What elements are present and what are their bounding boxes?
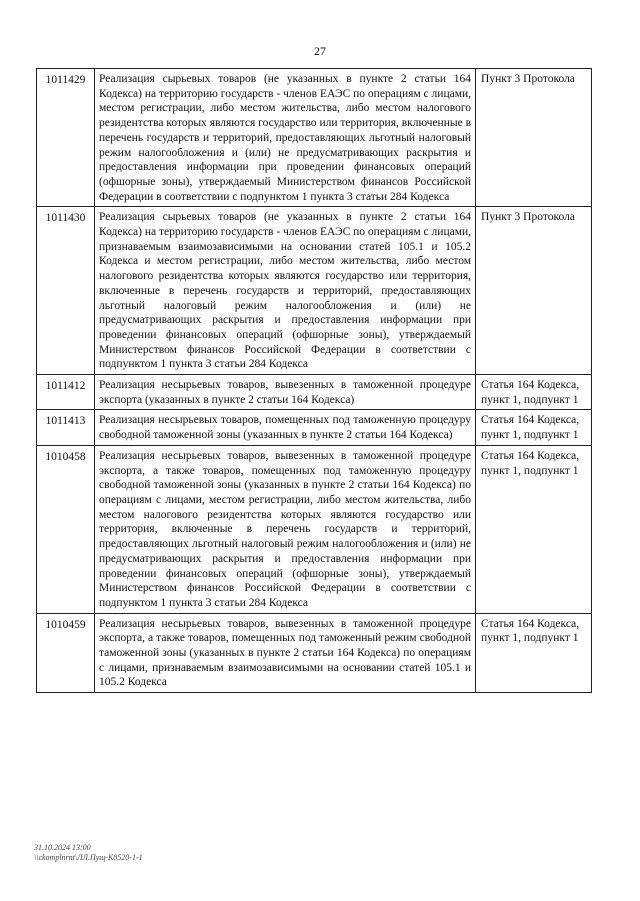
codes-table [36, 68, 592, 693]
legal-reference: Статья 164 Кодекса, пункт 1, подпункт 1 [476, 445, 592, 613]
legal-reference: Статья 164 Кодекса, пункт 1, подпункт 1 [476, 613, 592, 693]
legal-reference: Пункт 3 Протокола [476, 69, 592, 207]
table-row [37, 69, 592, 207]
table-row [37, 375, 592, 410]
operation-description: Реализация несырьевых товаров, вывезенных в таможенной процедуре экспорта, а также товаров, помещенных под таможенный режим свободной таможенной зоны (указанных в пункте 2 статьи 164 Кодекса) по операциям с лицами, признаваемым взаимозависимыми на основании статей 105.1 и 105.2 Кодекса [94, 613, 475, 693]
table-row [37, 207, 592, 375]
operation-code: 1011413 [37, 410, 95, 445]
table-row [37, 613, 592, 693]
legal-reference: Пункт 3 Протокола [476, 207, 592, 375]
operation-description: Реализация несырьевых товаров, помещенных под таможенную процедуру свободной таможенной зоны (указанных в пункте 2 статьи 164 Кодекса) [94, 410, 475, 445]
operation-description: Реализация сырьевых товаров (не указанных в пункте 2 статьи 164 Кодекса) на территорию государств - членов ЕАЭС по операциям с лицами, местом регистрации, либо местом жительства, либо местом налогового резидентства которых являются государство или территория, включенные в перечень государств и территорий, предоставляющих льготный налоговый режим налогообложения и (или) не предусматривающих раскрытия и предоставления информации при проведении финансовых операций (офшорные зоны), утверждаемый Министерством финансов Российской Федерации в соответствии с подпунктом 1 пункта 3 статьи 284 Кодекса [94, 69, 475, 207]
operation-description: Реализация несырьевых товаров, вывезенных в таможенной процедуре экспорта (указанных в пункте 2 статьи 164 Кодекса) [94, 375, 475, 410]
legal-reference: Статья 164 Кодекса, пункт 1, подпункт 1 [476, 410, 592, 445]
table-row [37, 410, 592, 445]
operation-description: Реализация сырьевых товаров (не указанных в пункте 2 статьи 164 Кодекса) на территорию государств - членов ЕАЭС по операциям с лицами, признаваемым взаимозависимыми на основании статей 105.1 и 105.2 Кодекса и местом регистрации, либо местом жительства, либо местом налогового резидентства которых являются государство или территория, включенные в перечень государств и территорий, предоставляющих льготный налоговый режим налогообложения и (или) не предусматривающих раскрытия и предоставления информации при проведении финансовых операций (офшорные зоны), утверждаемый Министерством финансов Российской Федерации в соответствии с подпунктом 1 пункта 3 статьи 284 Кодекса [94, 207, 475, 375]
document-footer [34, 843, 143, 863]
operation-code: 1011412 [37, 375, 95, 410]
operation-code: 1010459 [37, 613, 95, 693]
operation-code: 1010458 [37, 445, 95, 613]
legal-reference: Статья 164 Кодекса, пункт 1, подпункт 1 [476, 375, 592, 410]
footer-file-reference: \\ckomplnrnt\ЛЛ.Пущ-К8520-1-1 [34, 853, 143, 862]
page-number: 27 [314, 44, 326, 58]
operation-description: Реализация несырьевых товаров, вывезенных в таможенной процедуре экспорта, а также товаров, помещенных под таможенную процедуру свободной таможенной зоны (указанных в пункте 2 статьи 164 Кодекса) по операциям с лицами, местом регистрации, либо местом жительства, либо местом налогового резидентства которых являются государство или территория, включенные в перечень государств и территорий, предоставляющих льготный налоговый режим налогообложения и (или) не предусматривающих раскрытия и предоставления информации при проведении финансовых операций (офшорные зоны), утверждаемый Министерством финансов Российской Федерации в соответствии с подпунктом 1 пункта 3 статьи 284 Кодекса [94, 445, 475, 613]
operation-code: 1011429 [37, 69, 95, 207]
operation-code: 1011430 [37, 207, 95, 375]
table-row [37, 445, 592, 613]
footer-timestamp: 31.10.2024 13:00 [34, 843, 91, 852]
